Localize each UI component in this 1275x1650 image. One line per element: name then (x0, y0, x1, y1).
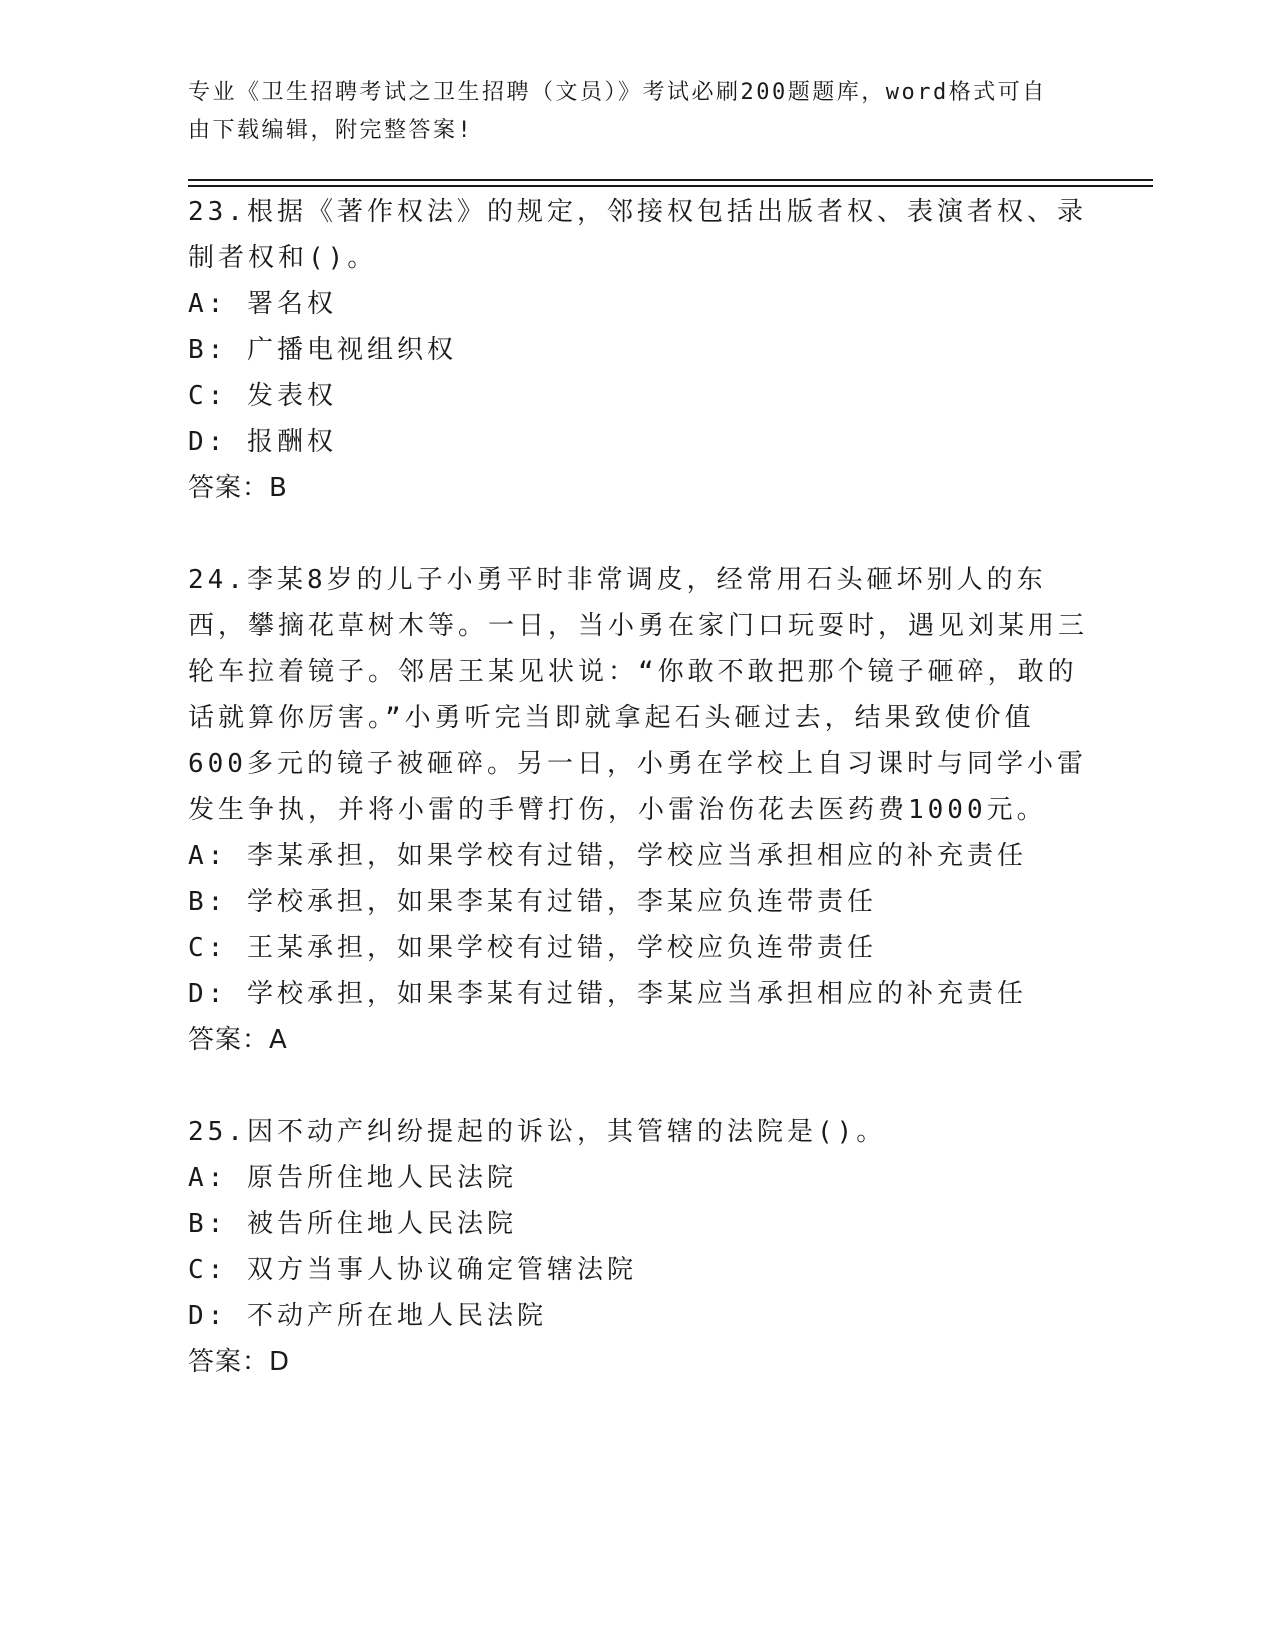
question-text: 23.根据《著作权法》的规定，邻接权包括出版者权、表演者权、录制者权和()。 (188, 197, 1087, 273)
question-text: 25.因不动产纠纷提起的诉讼，其管辖的法院是()。 (188, 1117, 887, 1147)
option-c: C: 双方当事人协议确定管辖法院 (188, 1255, 637, 1285)
option-c: C: 王某承担，如果学校有过错，学校应负连带责任 (188, 933, 877, 963)
option-b: B: 广播电视组织权 (188, 335, 457, 365)
question-spacer (188, 1063, 1088, 1109)
option-a: A: 李某承担，如果学校有过错，学校应当承担相应的补充责任 (188, 841, 1027, 871)
option-d: D: 报酬权 (188, 427, 337, 457)
question-23 (188, 189, 1088, 511)
answer: 答案：A (188, 1025, 288, 1055)
header-divider-bottom (188, 185, 1153, 187)
option-a: A: 原告所住地人民法院 (188, 1163, 517, 1193)
option-b: B: 学校承担，如果李某有过错，李某应负连带责任 (188, 887, 877, 917)
option-d: D: 学校承担，如果李某有过错，李某应当承担相应的补充责任 (188, 979, 1027, 1009)
option-d: D: 不动产所在地人民法院 (188, 1301, 547, 1331)
question-spacer (188, 511, 1088, 557)
question-25 (188, 1109, 1088, 1385)
document-header: 专业《卫生招聘考试之卫生招聘（文员）》考试必刷200题题库，word格式可自由下载编辑，附完整答案! (188, 80, 1047, 143)
question-text: 24.李某8岁的儿子小勇平时非常调皮，经常用石头砸坏别人的东西，攀摘花草树木等。一日，当小勇在家门口玩耍时，遇见刘某用三轮车拉着镜子。邻居王某见状说：“你敢不敢把那个镜子砸碎，敢的话就算你厉害。”小勇听完当即就拿起石头砸过去，结果致使价值600多元的镜子被砸碎。另一日，小勇在学校上自习课时与同学小雷发生争执，并将小雷的手臂打伤，小雷治伤花去医药费1000元。 (188, 565, 1089, 825)
option-a: A: 署名权 (188, 289, 337, 319)
question-list (188, 189, 1088, 1385)
option-b: B: 被告所住地人民法院 (188, 1209, 517, 1239)
answer: 答案：D (188, 1347, 291, 1377)
question-24 (188, 557, 1088, 1063)
option-c: C: 发表权 (188, 381, 337, 411)
header-divider-top (188, 179, 1153, 181)
answer: 答案：B (188, 473, 288, 503)
